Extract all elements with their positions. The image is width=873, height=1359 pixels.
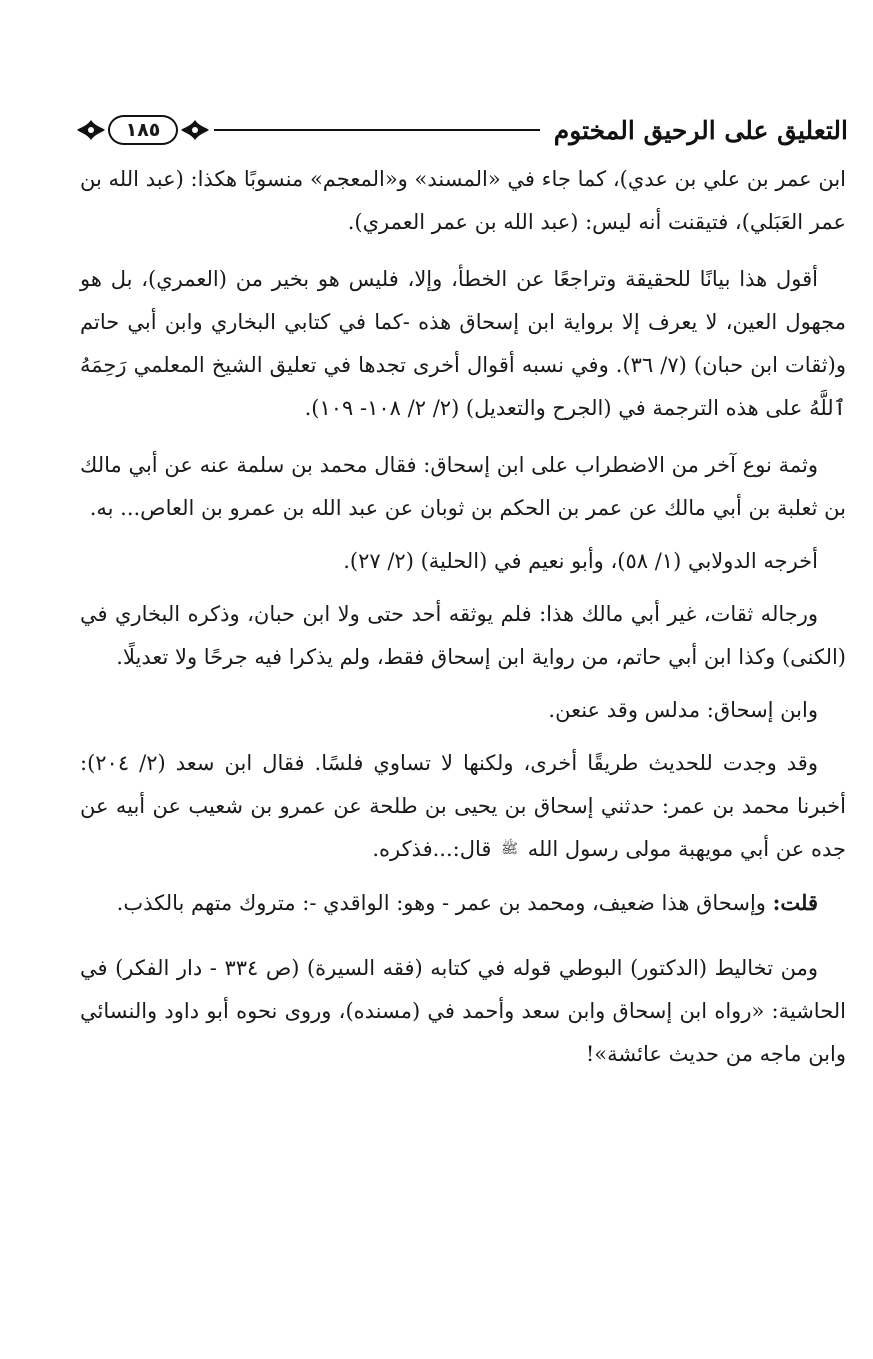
- ornament-icon: [76, 118, 106, 142]
- paragraph: وابن إسحاق: مدلس وقد عنعن.: [548, 698, 818, 722]
- paragraph-lead: قلت:: [772, 890, 818, 915]
- paragraph: أقول هذا بيانًا للحقيقة وتراجعًا عن الخطأ، وإلا، فليس هو بخير من (العمري)، بل هو مجهول العين، لا يعرف إلا برواية ابن إسحاق هذه -كما في كتابي البخاري وابن أبي حاتم و(ثقات ابن حبان) (٧/ ٣٦). وفي نسبه أقوال أخرى تجدها في تعليق الشيخ المعلمي رَحِمَهُ ٱللَّهُ على هذه الترجمة في (الجرح والتعديل) (٢/ ٢/ ١٠٨- ١٠٩).: [80, 267, 846, 420]
- paragraph: أخرجه الدولابي (١/ ٥٨)، وأبو نعيم في (الحلية) (٢/ ٢٧).: [343, 549, 818, 573]
- running-title: التعليق على الرحيق المختوم: [553, 115, 848, 145]
- paragraph-text: وإسحاق هذا ضعيف، ومحمد بن عمر - وهو: الواقدي -: متروك متهم بالكذب.: [116, 891, 766, 915]
- paragraph: وثمة نوع آخر من الاضطراب على ابن إسحاق: فقال محمد بن سلمة عنه عن أبي مالك بن ثعلبة بن أبي مالك عن عمر بن الحكم بن ثوبان عن عبد الله بن عمرو بن العاص... به.: [80, 453, 846, 520]
- paragraph: ابن عمر بن علي بن عدي)، كما جاء في «المسند» و«المعجم» منسوبًا هكذا: (عبد الله بن عمر العَبَلي)، فتيقنت أنه ليس: (عبد الله بن عمر العمري).: [80, 167, 846, 234]
- paragraph: [80, 881, 846, 925]
- honorific-glyph: ﷺ: [501, 841, 519, 857]
- paragraph: ومن تخاليط (الدكتور) البوطي قوله في كتابه (فقه السيرة) (ص ٣٣٤ - دار الفكر) في الحاشية: «رواه ابن إسحاق وابن سعد وأحمد في (مسنده)، وروى نحوه أبو داود والنسائي وابن ماجه من حديث عائشة»!: [80, 956, 846, 1066]
- paragraph: [80, 742, 846, 871]
- page-header: [76, 108, 848, 152]
- paragraph: ورجاله ثقات، غير أبي مالك هذا: فلم يوثقه أحد حتى ولا ابن حبان، وذكره البخاري في (الكنى) وكذا ابن أبي حاتم، من رواية ابن إسحاق فقط، ولم يذكرا فيه جرحًا ولا تعديلًا.: [80, 602, 846, 669]
- page-number: ١٨٥: [108, 115, 178, 145]
- paragraph-text: قال:...فذكره.: [372, 837, 492, 861]
- paragraph-text: وقد وجدت للحديث طريقًا أخرى، ولكنها لا تساوي فلسًا. فقال ابن سعد (٢/ ٢٠٤): أخبرنا محمد بن عمر: حدثني إسحاق بن يحيى بن طلحة عن عمرو بن شعيب عن أبيه عن جده عن أبي مويهبة مولى رسول الله: [80, 751, 846, 861]
- page-body: [80, 158, 846, 1076]
- ornament-icon: [180, 118, 210, 142]
- header-rule: [214, 129, 540, 131]
